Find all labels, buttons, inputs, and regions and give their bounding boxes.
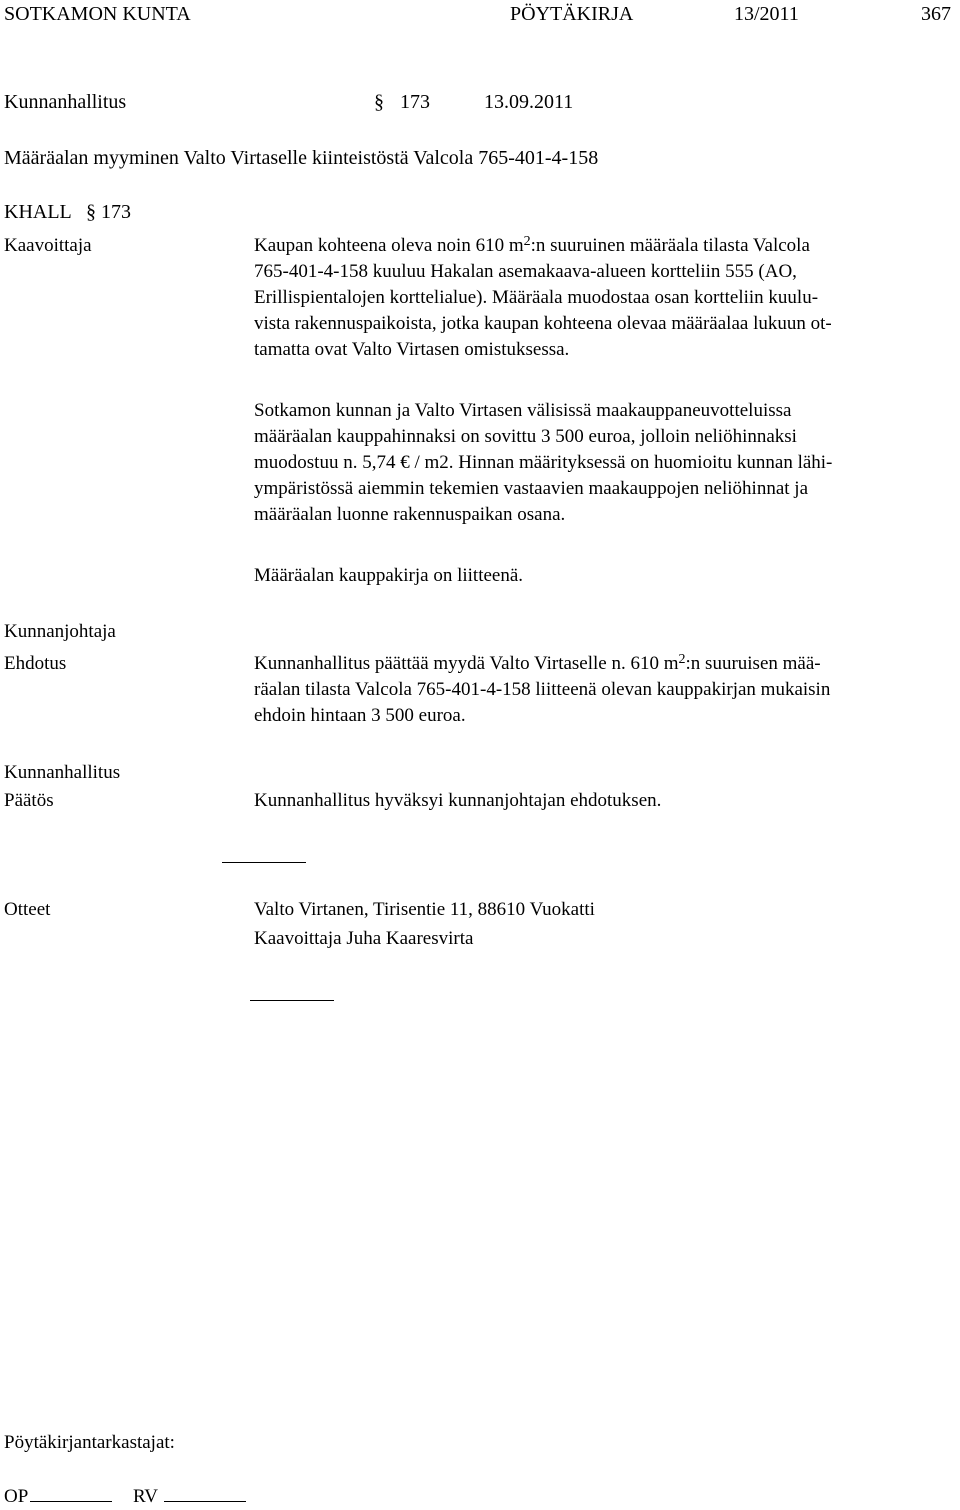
decision-text: Kunnanhallitus hyväksyi kunnanjohtajan ehdotuksen. [254,790,662,811]
page-number: 367 [921,3,951,25]
extracts-recipient-1: Valto Virtanen, Tirisentie 11, 88610 Vuokatti [254,899,595,920]
extracts-label: Otteet [4,899,51,920]
paragraph-3-line-1: Määräalan kauppakirja on liitteenä. [254,565,524,586]
paragraph-2-line-1: Sotkamon kunnan ja Valto Virtasen välisissä maakauppaneuvotteluissa [254,400,792,421]
decision-label: Päätös [4,790,54,811]
proposal-line-1: Kunnanhallitus päättää myydä Valto Virtaselle n. 610 $m^2:n$ suuruisen mää- [254,652,821,674]
khall-symbol: § [86,201,97,223]
paragraph-2-line-2: määräalan kauppahinnaksi on sovittu 3 500 euroa, jolloin neliöhinnaksi [254,426,797,447]
paragraph-3 [254,563,960,589]
proposal-line-3: ehdoin hintaan 3 500 euroa. [254,705,466,726]
paragraph-1-line-1: Kaupan kohteena oleva noin 610 $m^2:n$ suuruinen määräala tilasta Valcola [254,234,810,256]
paragraph-1-line-2: 765-401-4-158 kuuluu Hakalan asemakaava-alueen kortteliin 555 (AO, [254,261,797,282]
minutes-checkers-label: Pöytäkirjantarkastajat: [4,1432,175,1453]
document-number: 13/2011 [734,3,799,25]
paragraph-1-line-3: Erillispientalojen korttelialue). Määräala muodostaa osan kortteliin kuulu- [254,287,819,308]
decision-body-label: Kunnanhallitus [4,762,121,783]
org-name: SOTKAMON KUNTA [4,3,191,25]
khall-text: KHALL [4,201,72,223]
khall-number: 173 [101,201,132,223]
signature-initials-2: RV [133,1486,158,1507]
signature-blank-1 [30,1487,112,1502]
extracts-recipient-2: Kaavoittaja Juha Kaaresvirta [254,928,474,949]
proposal-text [254,651,960,729]
paragraph-2-line-4: ympäristössä aiemmin tekemien vastaavien maakauppojen neliöhinnat ja [254,478,808,499]
paragraph-1-line-4: vista rakennuspaikoista, jotka kaupan kohteena olevaa määräalaa lukuun ot- [254,313,832,334]
presenter-label: Kaavoittaja [4,235,92,256]
paragraph-2 [254,398,960,528]
section-number: 173 [400,91,430,113]
separator-line [250,1000,334,1001]
paragraph-1-line-5: tamatta ovat Valto Virtasen omistuksessa. [254,339,570,360]
separator-line [222,862,306,863]
document-type: PÖYTÄKIRJA [510,3,634,25]
proposal-presenter-label: Kunnanjohtaja [4,621,116,642]
khall-label [4,199,131,225]
signature-blank-2 [164,1487,246,1502]
meeting-date: 13.09.2011 [484,91,574,113]
signature-initials-1: OP [4,1486,29,1507]
paragraph-2-line-3: muodostuu n. 5,74 € / m2. Hinnan määrityksessä on huomioitu kunnan lähi- [254,452,833,473]
signature-line [4,1484,246,1510]
document-title: Määräalan myyminen Valto Virtaselle kiinteistöstä Valcola 765-401-4-158 [4,147,599,169]
proposal-label: Ehdotus [4,653,67,674]
proposal-line-2: räalan tilasta Valcola 765-401-4-158 liitteenä olevan kauppakirjan mukaisin [254,679,831,700]
paragraph-1 [254,233,960,363]
meeting-body: Kunnanhallitus [4,91,127,113]
paragraph-2-line-5: määräalan luonne rakennuspaikan osana. [254,504,566,525]
section-symbol: § [374,91,384,113]
